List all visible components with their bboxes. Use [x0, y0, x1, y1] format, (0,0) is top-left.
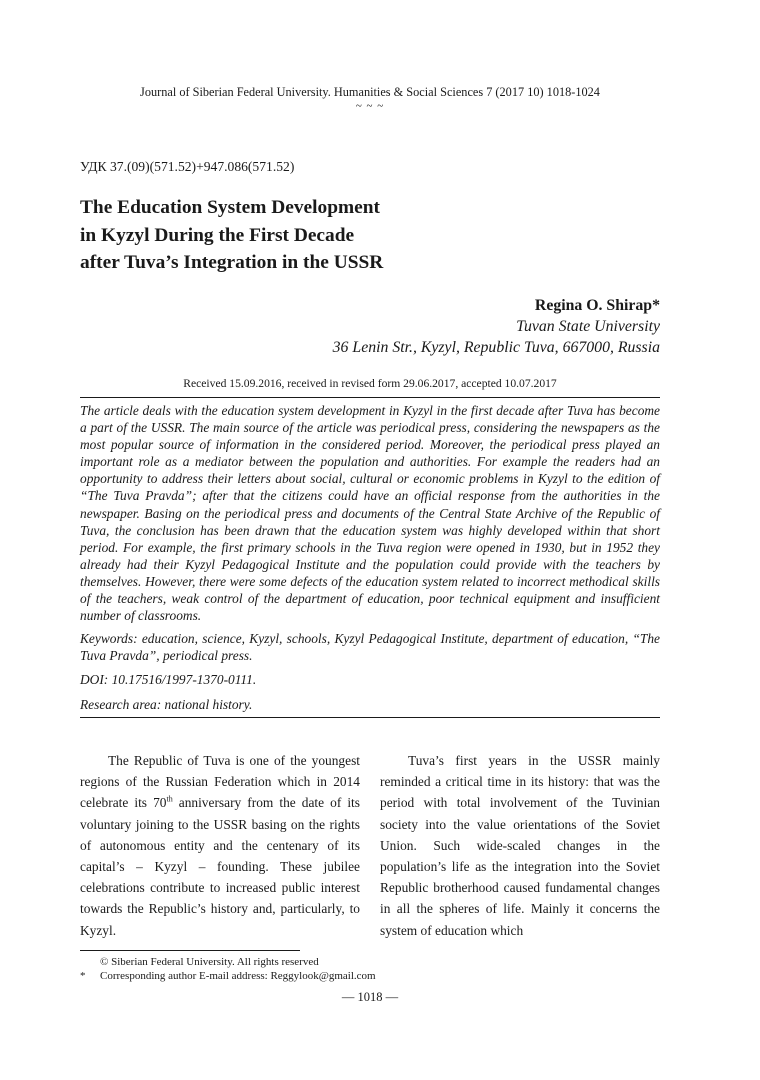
footnote-corresponding [80, 969, 660, 983]
ordinal-superscript: th [166, 794, 173, 804]
page-number: — 1018 — [341, 990, 399, 1004]
body-text: anniversary from the date of its voluntary joining to the USSR basing on the rights of autonomous entity and the centenary of its capital’s – Kyzyl – founding. These jubilee celebrations contribute to increased public interest towards the Republic’s history and, particularly, to Kyzyl. [80, 795, 360, 938]
title-line: in Kyzyl During the First Decade [80, 224, 355, 246]
title-line: The Education System Development [80, 197, 381, 218]
corresponding-email: Corresponding author E-mail address: Reggylook@gmail.com [100, 970, 376, 982]
author-name: Regina O. Shirap* [534, 297, 660, 314]
abstract-top-rule [80, 397, 660, 398]
author-address: 36 Lenin Str., Kyzyl, Republic Tuva, 667000, Russia [332, 339, 660, 356]
title-line: after Tuva’s Integration in the USSR [80, 252, 384, 273]
footnote-rule [80, 950, 300, 951]
keywords: Keywords: education, science, Kyzyl, schools, Kyzyl Pedagogical Institute, department of education, “The Tuva Pravda”, periodical press. [80, 631, 660, 664]
doi: DOI: 10.17516/1997-1370-0111. [80, 672, 257, 687]
udk-code: УДК 37.(09)(571.52)+947.086(571.52) [80, 159, 295, 174]
received-dates: Received 15.09.2016, received in revised form 29.06.2017, accepted 10.07.2017 [183, 377, 557, 390]
body-text: The Republic of Tuva is one of the youngest regions of the Russian Federation which in 2014 celebrate its 70 [80, 753, 360, 811]
journal-header: Journal of Siberian Federal University. Humanities & Social Sciences 7 (2017 10) 1018-1024 [140, 85, 600, 99]
header-ornament: ~ ~ ~ [355, 100, 385, 112]
author-university: Tuvan State University [516, 318, 660, 335]
research-area: Research area: national history. [80, 697, 253, 712]
abstract-bottom-rule [80, 717, 660, 718]
author-block [333, 295, 660, 358]
footnote-copyright: © Siberian Federal University. All rights reserved [100, 956, 319, 968]
abstract: The article deals with the education system development in Kyzyl in the first decade after Tuva has become a part of the USSR. The main source of the article was periodical press, considering the newspapers as the most popular source of information in the considered period. Moreover, the periodical press played an important role as a mediator between the population and authorities. For example the readers had an opportunity to address their letters about social, cultural or economic problems in Kyzyl to the edition of “The Tuva Pravda”; after that the citizens could have an official response from the authorities in the newspaper. Basing on the periodical press and documents of the Central State Archive of the Republic of Tuva, the conclusion has been drawn that the education system was highly developed within that short period. For example, the first primary schools in the Tuva region were opened in 1930, but in 1952 they already had their Kyzyl Pedagogical Institute and the population could provide with the teachers by themselves. However, there were some defects of the education system related to incorrect methodical skills of the teachers, weak control of the department of education, poor technical equipment and insufficient number of classrooms. [80, 403, 660, 624]
article-title [80, 194, 500, 277]
body-column-left [80, 750, 360, 941]
body-column-right: Tuva’s first years in the USSR mainly reminded a critical time in its history: that was the period with total involvement of the Tuvinian society into the value orientations of the Soviet Union. Such wide-scaled changes in the population’s life as the integration into the Soviet Republic brotherhood caused fundamental changes in all the spheres of life. Mainly it concerns the system of education which [380, 753, 660, 938]
footnote-marker: * [80, 970, 86, 982]
